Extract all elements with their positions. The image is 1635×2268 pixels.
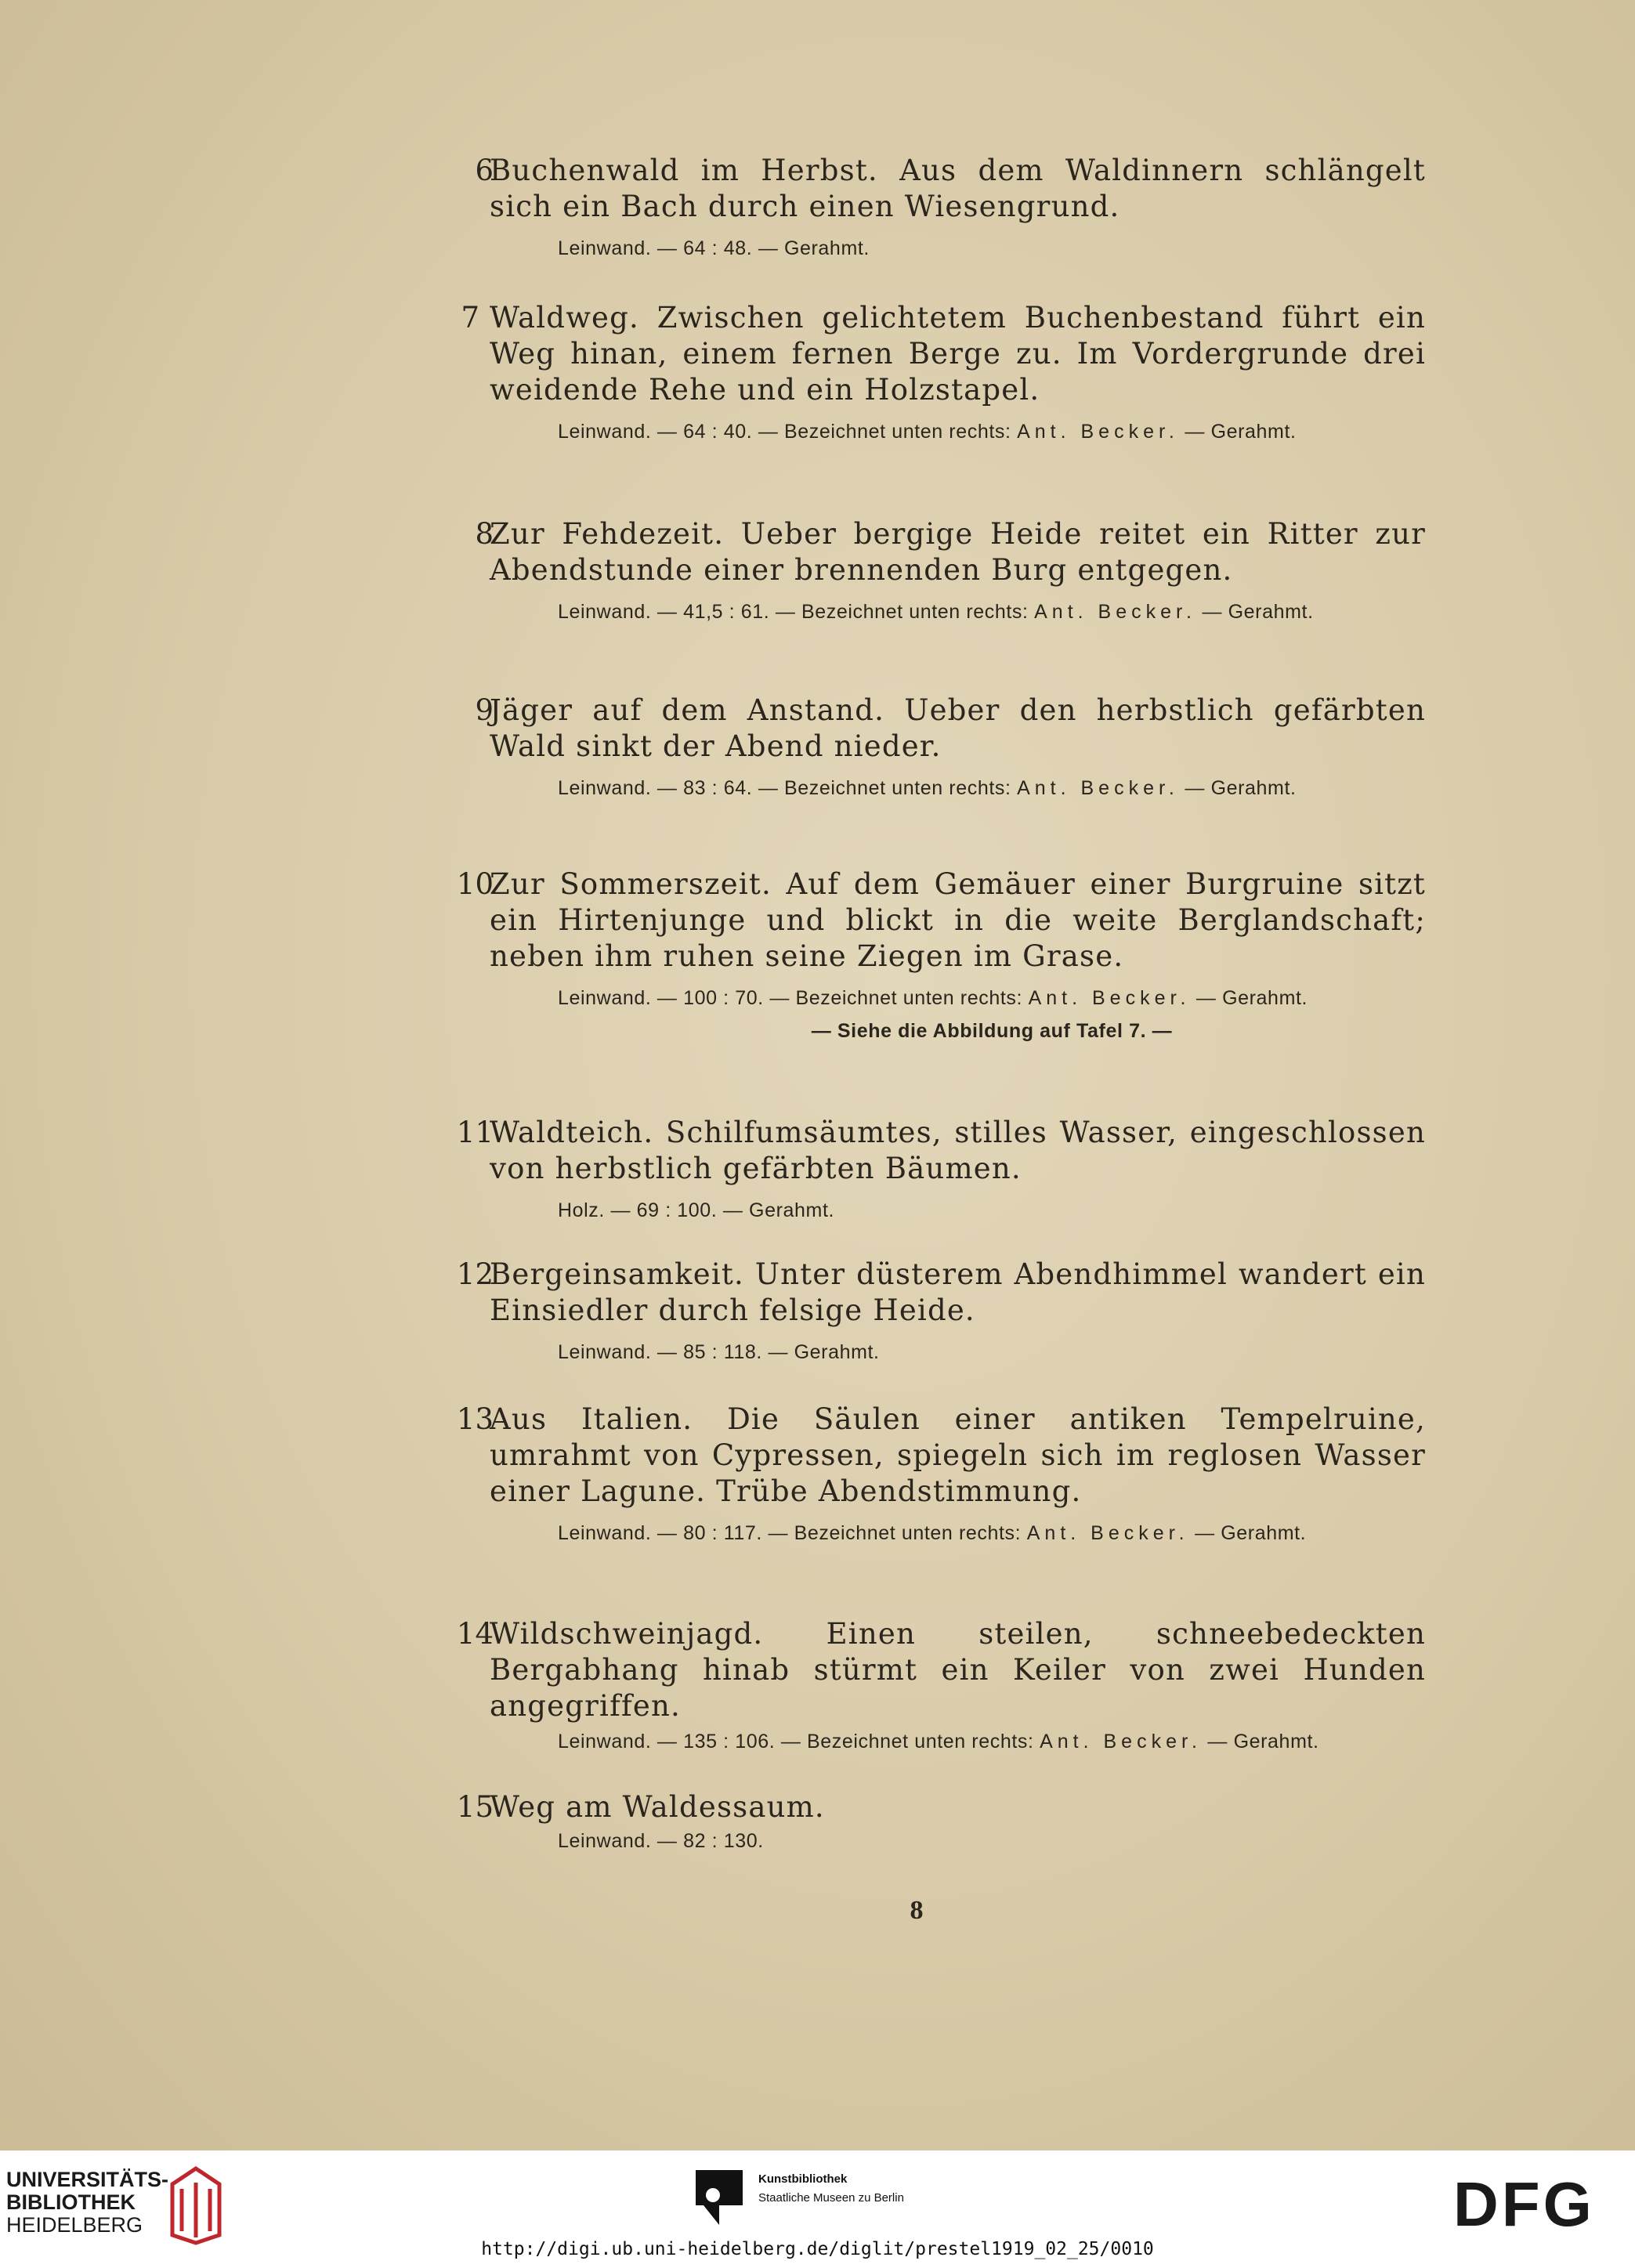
- entry-title: Zur Sommerszeit.: [490, 867, 772, 901]
- kunstbibliothek-wordmark[interactable]: Kunstbibliothek Staatliche Museen zu Berlin: [758, 2172, 904, 2205]
- ub-heidelberg-wordmark[interactable]: UNIVERSITÄTS- BIBLIOTHEK HEIDELBERG: [6, 2168, 169, 2237]
- entry-number: 9: [475, 693, 494, 727]
- entry-title: Zur Fehdezeit.: [490, 517, 725, 551]
- entry-details: Leinwand. — 82 : 130.: [558, 1830, 764, 1852]
- entry-description: Unter düsterem Abendhimmel wandert ein Einsiedler durch felsige Heide.: [490, 1257, 1426, 1327]
- entry-details: Leinwand. — 135 : 106. — Bezeichnet unten rechts: Ant. Becker. — Gerahmt.: [558, 1731, 1319, 1753]
- entry-text: [490, 516, 1426, 588]
- ub-heidelberg-logo-icon[interactable]: [165, 2161, 227, 2247]
- signature: Ant. Becker.: [1034, 601, 1196, 623]
- entry-details: Leinwand. — 64 : 48. — Gerahmt.: [558, 237, 870, 259]
- entry-description: Einen steilen, schneebedeckten Bergabhang hinab stürmt ein Keiler von zwei Hunden angegriffen.: [490, 1617, 1426, 1723]
- entry-details: Leinwand. — 64 : 40. — Bezeichnet unten rechts: Ant. Becker. — Gerahmt.: [558, 421, 1297, 443]
- entry-details: Leinwand. — 80 : 117. — Bezeichnet unten rechts: Ant. Becker. — Gerahmt.: [558, 1522, 1307, 1544]
- signature: Ant. Becker.: [1040, 1731, 1202, 1753]
- signature: Ant. Becker.: [1028, 987, 1191, 1009]
- plate-reference-note: — Siehe die Abbildung auf Tafel 7. —: [811, 1020, 1173, 1042]
- entry-text: [490, 866, 1426, 975]
- entry-text: [490, 153, 1426, 225]
- entry-details: Leinwand. — 41,5 : 61. — Bezeichnet unten rechts: Ant. Becker. — Gerahmt.: [558, 601, 1314, 623]
- entry-description: Aus dem Waldinnern schlängelt sich ein Bach durch einen Wiesengrund.: [490, 154, 1426, 223]
- entry-text: [490, 693, 1426, 765]
- entry-details: Leinwand. — 85 : 118. — Gerahmt.: [558, 1341, 880, 1363]
- entry-text: [490, 1789, 1426, 1825]
- entry-title: Weg am Waldessaum.: [490, 1790, 825, 1824]
- signature: Ant. Becker.: [1017, 777, 1179, 799]
- entry-text: [490, 1616, 1426, 1724]
- entry-details: Holz. — 69 : 100. — Gerahmt.: [558, 1199, 835, 1221]
- entry-description: Die Säulen einer antiken Tempelruine, umrahmt von Cypressen, spiegeln sich im reglosen Wasser einer Lagune. Trübe Abendstimmung.: [490, 1402, 1426, 1508]
- entry-number: 7: [461, 301, 479, 335]
- entry-number: 13: [456, 1402, 494, 1436]
- signature: Ant. Becker.: [1026, 1522, 1189, 1544]
- entry-title: Bergeinsamkeit.: [490, 1257, 744, 1291]
- signature: Ant. Becker.: [1017, 421, 1179, 443]
- dfg-logo[interactable]: DFG: [1453, 2169, 1595, 2239]
- entry-number: 10: [456, 867, 494, 901]
- catalog-entry: [447, 516, 1426, 628]
- entry-title: Jäger auf dem Anstand.: [490, 693, 885, 727]
- catalog-entry: [447, 1402, 1426, 1549]
- catalog-entry: [447, 1616, 1426, 1757]
- entry-number: 11: [456, 1116, 494, 1149]
- catalog-entry: [447, 300, 1426, 447]
- entry-number: 12: [456, 1257, 494, 1291]
- entry-description: Ueber bergige Heide reitet ein Ritter zur Abendstunde einer brennenden Burg entgegen.: [490, 517, 1426, 587]
- entry-text: [490, 300, 1426, 408]
- entry-number: 15: [456, 1790, 494, 1824]
- source-url[interactable]: http://digi.ub.uni-heidelberg.de/diglit/prestel1919_02_25/0010: [481, 2239, 1154, 2259]
- catalog-entry: [447, 1257, 1426, 1368]
- entry-title: Wildschweinjagd.: [490, 1617, 764, 1651]
- entry-details: Leinwand. — 100 : 70. — Bezeichnet unten rechts: Ant. Becker. — Gerahmt.: [558, 987, 1308, 1009]
- entry-description: Ueber den herbstlich gefärbten Wald sinkt der Abend nieder.: [490, 693, 1426, 763]
- catalog-entry: [447, 1115, 1426, 1226]
- catalog-entry: [447, 693, 1426, 804]
- catalog-entry: [447, 153, 1426, 264]
- entry-number: 14: [456, 1617, 494, 1651]
- entry-text: [490, 1257, 1426, 1329]
- entry-title: Waldteich.: [490, 1116, 654, 1149]
- entry-description: Auf dem Gemäuer einer Burgruine sitzt ein Hirtenjunge und blickt in die weite Berglandschaft; neben ihm ruhen seine Ziegen im Grase.: [490, 867, 1426, 973]
- catalog-entry: [447, 1789, 1426, 1857]
- entry-description: Zwischen gelichtetem Buchenbestand führt ein Weg hinan, einem fernen Berge zu. Im Vordergrunde drei weidende Rehe und ein Holzstapel.: [490, 301, 1426, 407]
- kunstbibliothek-logo-icon[interactable]: [696, 2170, 751, 2225]
- entry-details: Leinwand. — 83 : 64. — Bezeichnet unten rechts: Ant. Becker. — Gerahmt.: [558, 777, 1297, 799]
- entry-title: Buchenwald im Herbst.: [490, 154, 878, 187]
- entry-text: [490, 1115, 1426, 1187]
- entry-description: Schilfumsäumtes, stilles Wasser, eingeschlossen von herbstlich gefärbten Bäumen.: [490, 1116, 1426, 1185]
- entry-number: 8: [475, 517, 494, 551]
- entry-title: Aus Italien.: [490, 1402, 693, 1436]
- page-number: 8: [910, 1896, 924, 1925]
- catalog-entry: [447, 866, 1426, 1047]
- entry-text: [490, 1402, 1426, 1510]
- entry-number: 6: [475, 154, 494, 187]
- entry-title: Waldweg.: [490, 301, 640, 335]
